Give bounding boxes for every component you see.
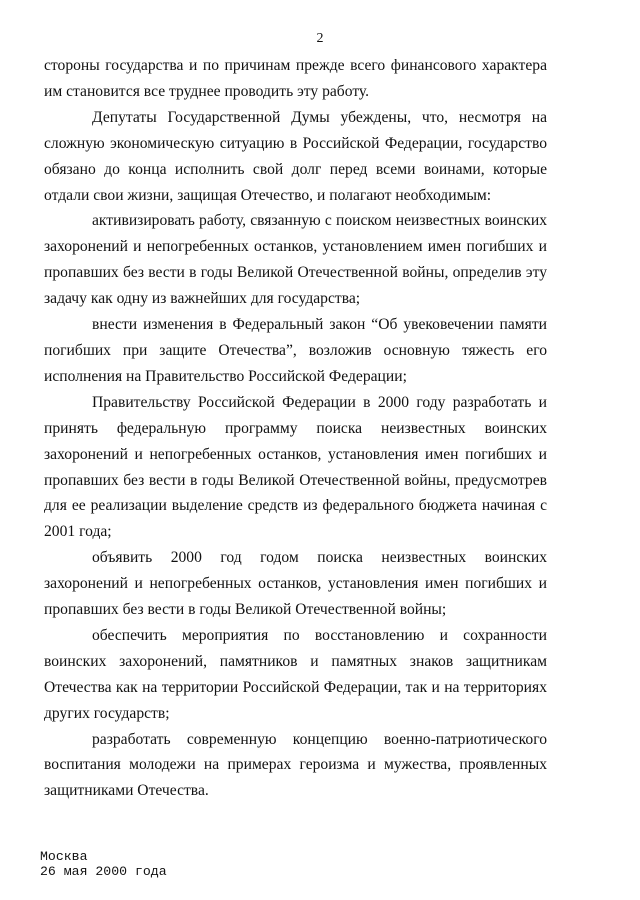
paragraph-4: внести изменения в Федеральный закон “Об увековечении памяти погибших при защите Отечества”, возложив основную тяжесть его исполнения на Правительство Российской Федерации;: [44, 316, 547, 385]
footer-city: Москва: [40, 849, 88, 864]
paragraph-8: разработать современную концепцию военно-патриотического воспитания молодежи на примерах героизма и мужества, проявленных защитниками Отечества.: [44, 730, 547, 800]
paragraph-3: активизировать работу, связанную с поиском неизвестных воинских захоронений и непогребенных останков, установлением имен погибших и пропавших без вести в годы Великой Отечественной войны, определив эту задачу как одну из важнейших для государства;: [44, 212, 547, 308]
signature-block: [40, 849, 167, 879]
paragraph-6: объявить 2000 год годом поиска неизвестных воинских захоронений и непогребенных останков, установления имен погибших и пропавших без вести в годы Великой Отечественной войны;: [44, 549, 547, 619]
paragraph-5: Правительству Российской Федерации в 2000 году разработать и принять федеральную программу поиска неизвестных воинских захоронений и непогребенных останков, установления имен погибших и пропавших без вести в годы Великой Отечественной войны, предусмотрев для ее реализации выделение средств из федерального бюджета начиная с 2001 года;: [44, 393, 547, 541]
paragraph-2: Депутаты Государственной Думы убеждены, что, несмотря на сложную экономическую ситуацию в Российской Федерации, государство обязано до конца исполнить свой долг перед всеми воинами, которые отдали свои жизни, защищая Отечество, и полагают необходимым:: [44, 108, 547, 204]
page-number: 2: [316, 31, 324, 46]
document-body: [44, 53, 547, 804]
footer-date: 26 мая 2000 года: [40, 864, 167, 879]
paragraph-7: обеспечить мероприятия по восстановлению и сохранности воинских захоронений, памятников и памятных знаков защитникам Отечества как на территории Российской Федерации, так и на территориях других государств;: [44, 626, 547, 722]
paragraph-1: стороны государства и по причинам прежде всего финансового характера им становится все труднее проводить эту работу.: [44, 57, 547, 100]
